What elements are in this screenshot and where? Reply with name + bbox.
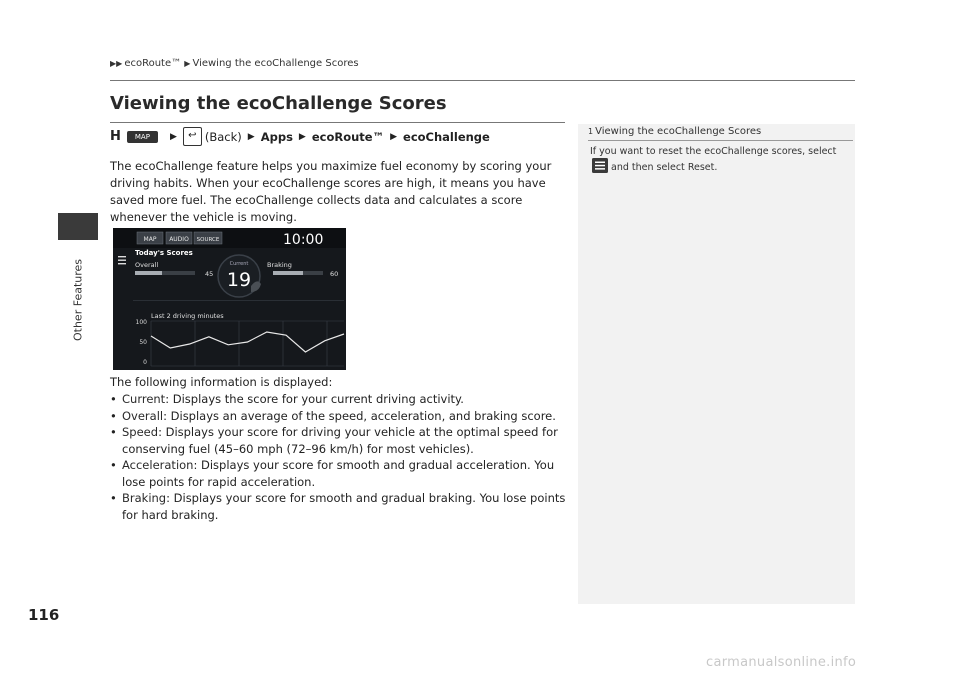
home-symbol: H [110,129,121,144]
note-text-before: If you want to reset the ecoChallenge scores, select [590,146,837,157]
screen-current-label: Current [229,261,249,267]
term-description: : Displays your score for smooth and gradual acceleration. You lose points for rapid acceleration. [122,458,555,489]
page-number: 116 [28,606,60,624]
breadcrumb-arrow-icon: ▶ [184,59,191,68]
term-current: Current [122,392,166,406]
screen-graph-label: Last 2 driving minutes [151,312,224,320]
back-label: (Back) [204,129,242,144]
info-list [110,391,570,523]
breadcrumb [110,58,359,69]
breadcrumb-part-2: Viewing the ecoChallenge Scores [192,58,359,69]
note-text-after: and then select [611,162,685,173]
screen-braking-label: Braking [267,261,292,269]
term-description: : Displays an average of the speed, acceleration, and braking score. [163,408,556,423]
page-title: Viewing the ecoChallenge Scores [110,93,447,114]
path-arrow-icon: ▶ [298,131,306,142]
side-note-heading [588,126,761,137]
header-rule [110,80,855,81]
path-arrow-icon: ▶ [390,131,398,142]
term-speed: Speed [122,425,159,439]
screen-map-label: MAP [143,236,157,243]
breadcrumb-arrow-icon: ▶▶ [110,59,123,68]
graph-tick-100: 100 [135,319,147,326]
title-rule [110,122,565,123]
path-arrow-icon: ▶ [169,131,177,142]
note-reset-term: Reset [687,162,715,173]
screen-source-label: SOURCE [196,237,220,243]
list-item [110,490,570,523]
path-step-ecoroute: ecoRoute™ [311,129,385,144]
graph-tick-0: 0 [143,359,147,366]
screen-todays-scores: Today's Scores [135,249,193,257]
path-step-apps: Apps [260,129,293,144]
overall-bar-fill [135,271,162,275]
term-description: : Displays your score for smooth and gradual braking. You lose points for hard braking. [122,491,566,522]
ecochallenge-screen [113,228,346,370]
navigation-path [110,127,490,146]
screen-menu-icon[interactable] [118,256,126,264]
side-note-rule [588,140,853,141]
list-item [110,424,570,457]
ecochallenge-screen-graphic [113,228,346,370]
screen-overall-value: 45 [205,270,214,278]
display-intro: The following information is displayed: [110,375,333,389]
list-item [110,457,570,490]
section-tab-marker [58,213,98,240]
braking-bar-fill [273,271,303,275]
list-item [110,391,570,408]
term-description: : Displays your score for driving your vehicle at the optimal speed for conserving fuel (45–60 mph (72–96 km/h) for most vehicles). [122,425,558,456]
screen-clock: 10:00 [283,232,324,248]
path-step-ecochallenge: ecoChallenge [403,129,490,144]
graph-tick-50: 50 [139,339,147,346]
side-note-text [590,145,848,174]
side-note-panel [578,124,855,604]
intro-paragraph: The ecoChallenge feature helps you maximize fuel economy by scoring your driving habits. When your ecoChallenge scores are high, it means you have saved more fuel. The ecoChallenge collects data and calculates a score whenever the vehicle is moving. [110,159,552,224]
term-braking: Braking [122,491,167,505]
note-period: . [714,162,718,173]
back-icon: ↩ [183,127,202,146]
note-number: 1 [588,127,594,136]
screen-braking-value: 60 [330,270,339,278]
screen-audio-label: AUDIO [169,236,189,243]
map-button-icon: MAP [127,131,158,143]
menu-icon [592,158,608,173]
term-description: : Displays the score for your current driving activity. [165,392,464,406]
path-arrow-icon: ▶ [247,131,255,142]
term-acceleration: Acceleration [122,458,194,472]
list-item [110,408,570,425]
breadcrumb-part-1: ecoRoute™ [124,58,182,69]
section-label: Other Features [71,258,85,342]
term-overall: Overall [122,408,164,423]
watermark: carmanualsonline.info [706,655,857,670]
note-heading-text: Viewing the ecoChallenge Scores [595,126,762,137]
screen-overall-label: Overall [135,261,159,269]
screen-current-value: 19 [226,269,252,291]
